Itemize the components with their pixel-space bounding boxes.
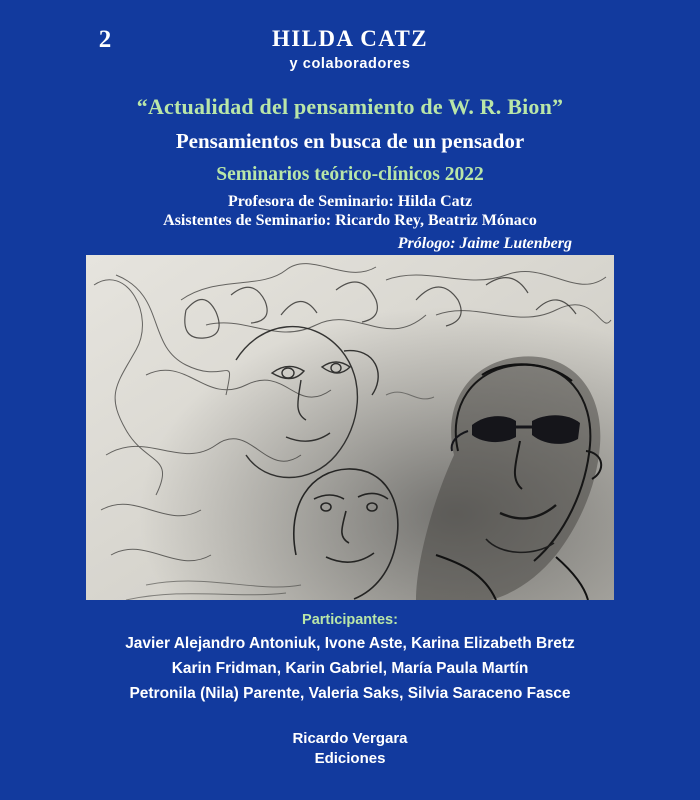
artwork-band bbox=[0, 255, 700, 600]
seminar-title: Seminarios teórico-clínicos 2022 bbox=[216, 164, 484, 185]
participants-line-2: Karin Fridman, Karin Gabriel, María Paula Martín bbox=[171, 660, 529, 677]
participants-line-3: Petronila (Nila) Parente, Valeria Saks, Silvia Saraceno Fasce bbox=[129, 685, 571, 702]
participants-line-1: Javier Alejandro Antoniuk, Ivone Aste, Karina Elizabeth Bretz bbox=[125, 635, 575, 652]
author-name: HILDA CATZ bbox=[271, 26, 429, 51]
cover-header bbox=[0, 0, 700, 255]
book-title-subtitle: Pensamientos en busca de un pensador bbox=[175, 129, 525, 153]
publisher-imprint: Ediciones bbox=[314, 750, 386, 768]
publisher-name: Ricardo Vergara bbox=[292, 730, 408, 747]
participants-label: Participantes: bbox=[302, 612, 398, 628]
volume-number-badge: 2 bbox=[98, 26, 112, 53]
credit-assistants: Asistentes de Seminario: Ricardo Rey, Beatriz Mónaco bbox=[163, 212, 537, 229]
publisher-block bbox=[0, 729, 700, 770]
credit-prologue: Prólogo: Jaime Lutenberg bbox=[397, 235, 572, 252]
credit-professor: Profesora de Seminario: Hilda Catz bbox=[227, 193, 473, 210]
participants-section bbox=[0, 600, 700, 800]
author-collaborators: y colaboradores bbox=[289, 56, 411, 72]
book-title-main: “Actualidad del pensamiento de W. R. Bion” bbox=[136, 94, 564, 119]
portrait-drawing-artwork bbox=[86, 255, 614, 600]
